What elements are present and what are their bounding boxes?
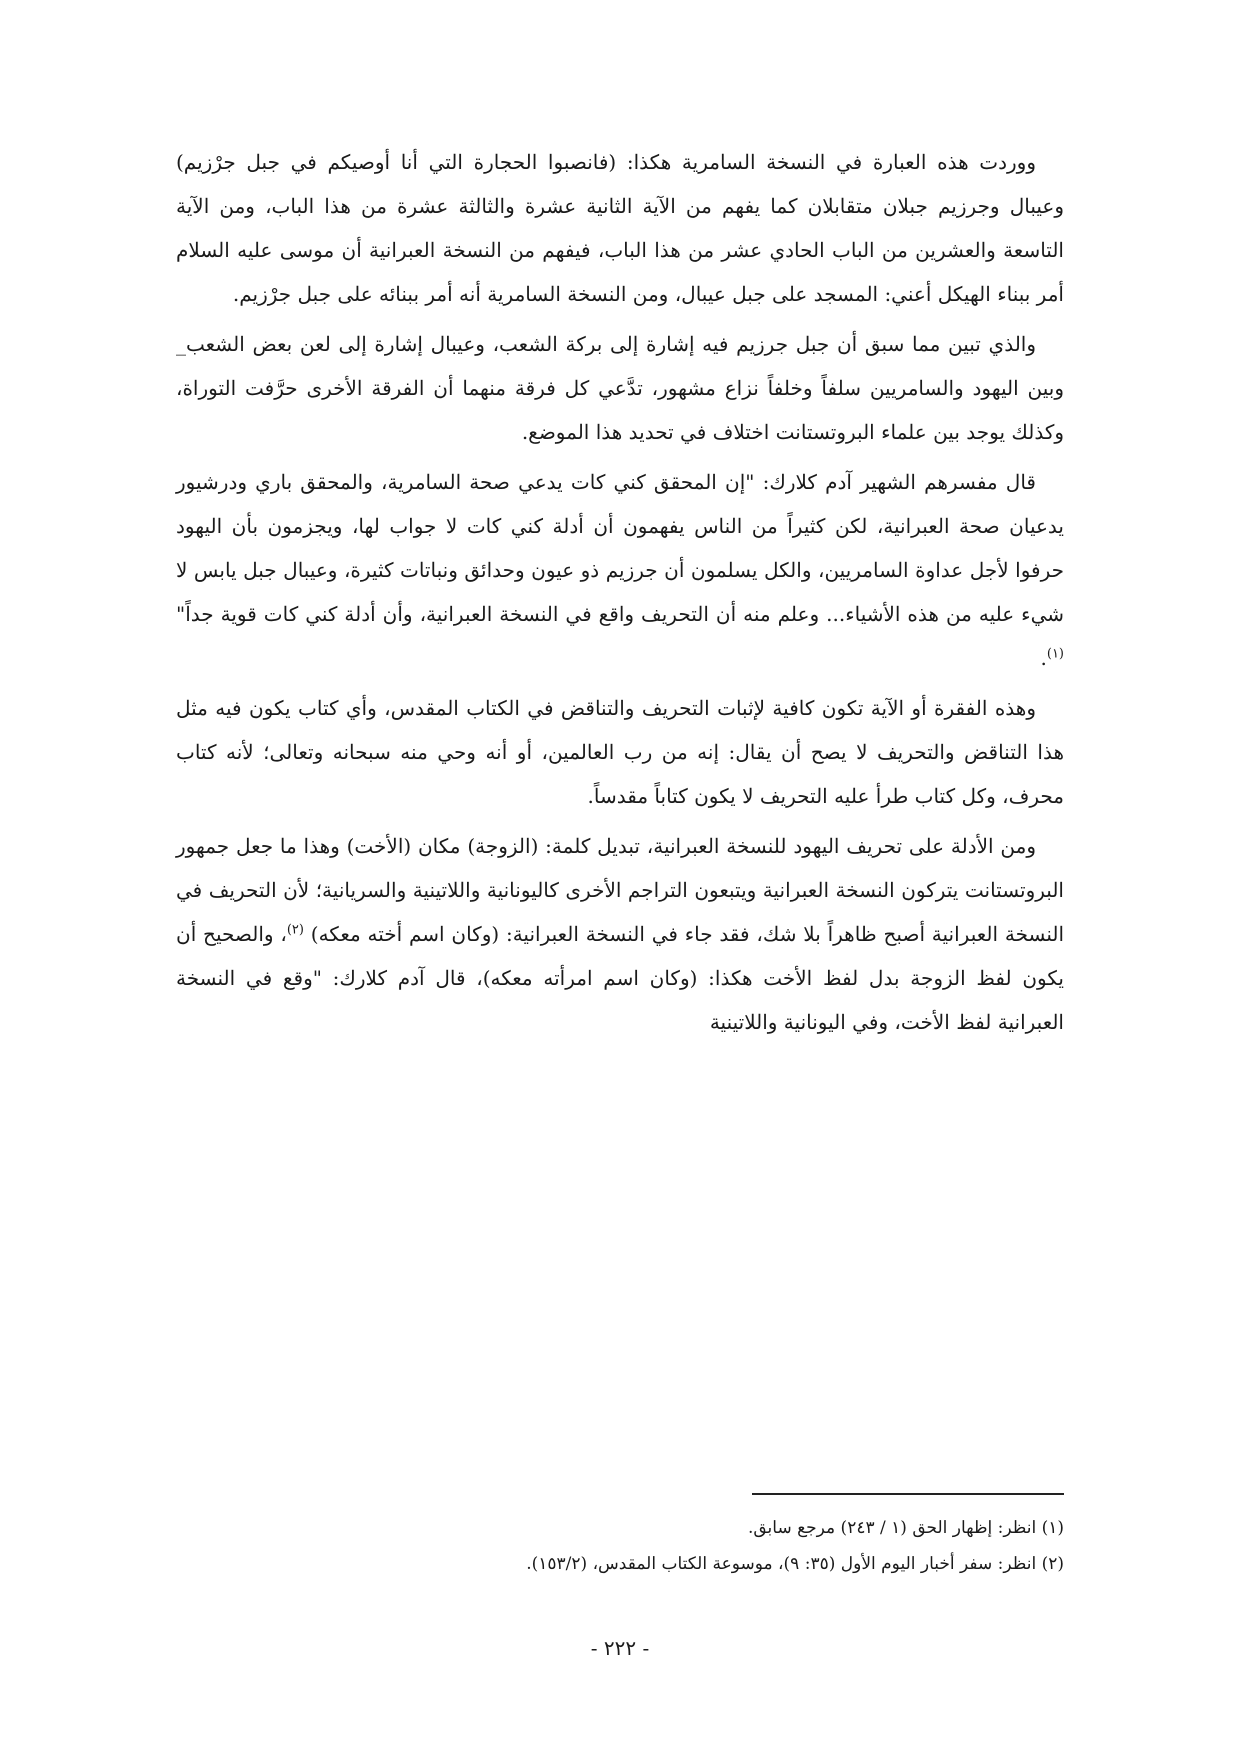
- paragraph-3-text: قال مفسرهم الشهير آدم كلارك: "إن المحقق كني كات يدعي صحة السامرية، والمحقق باري ودرشيور يدعيان صحة العبرانية، لكن كثيراً من الناس يفهمون أن أدلة كني كات لا جواب لها، ويجزمون بأن اليهود حرفوا لأجل عداوة السامريين، والكل يسلمون أن جرزيم ذو عيون وحدائق ونباتات كثيرة، وعيبال جبل يابس لا شيء عليه من هذه الأشياء... وعلم منه أن التحريف واقع في النسخة العبرانية، وأن أدلة كني كات قوية جداً": [176, 470, 1064, 626]
- footnote-1: (١) انظر: إظهار الحق (١ / ٢٤٣) مرجع سابق.: [747, 1518, 1064, 1538]
- paragraph-4: وهذه الفقرة أو الآية تكون كافية لإثبات التحريف والتناقض في الكتاب المقدس، وأي كتاب يكون فيه مثل هذا التناقض والتحريف لا يصح أن يقال: إنه من رب العالمين، أو أنه وحي منه سبحانه وتعالى؛ لأنه كتاب محرف، وكل كتاب طرأ عليه التحريف لا يكون كتاباً مقدساً.: [176, 696, 1064, 808]
- body-text: [176, 140, 1064, 1050]
- footnote-ref-2[interactable]: (٢): [286, 922, 304, 938]
- footnote-2: (٢) انظر: سفر أخبار اليوم الأول (٣٥: ٩)، موسوعة الكتاب المقدس، (١٥٣/٢).: [526, 1554, 1064, 1574]
- footnote-ref-1[interactable]: (١): [1046, 646, 1064, 662]
- footnote-separator: [752, 1493, 1064, 1495]
- paragraph-1: ووردت هذه العبارة في النسخة السامرية هكذا: (فانصبوا الحجارة التي أنا أوصيكم في جبل جرْزيم) وعيبال وجرزيم جبلان متقابلان كما يفهم من الآية الثانية عشرة والثالثة عشرة من هذا الباب، ومن الآية التاسعة والعشرين من الباب الحادي عشر من هذا الباب، فيفهم من النسخة العبرانية أن موسى عليه السلام أمر ببناء الهيكل أعني: المسجد على جبل عيبال، ومن النسخة السامرية أنه أمر ببنائه على جبل جرْزيم.: [176, 150, 1064, 306]
- paragraph-5: [176, 824, 1064, 1044]
- paragraph-2: والذي تبين مما سبق أن جبل جرزيم فيه إشارة إلى بركة الشعب، وعيبال إشارة إلى لعن بعض الشعب_ وبين اليهود والسامريين سلفاً وخلفاً نزاع مشهور، تدَّعي كل فرقة منهما أن الفرقة الأخرى حرَّفت التوراة، وكذلك يوجد بين علماء البروتستانت اختلاف في تحديد هذا الموضع.: [176, 332, 1064, 444]
- footnotes: [176, 1510, 1064, 1582]
- paragraph-5-tail: ، والصحيح أن يكون لفظ الزوجة بدل لفظ الأخت هكذا: (وكان اسم امرأته معكه)، قال آدم كلارك: "وقع في النسخة العبرانية لفظ الأخت، وفي اليونانية واللاتينية: [176, 922, 1064, 1034]
- page-number: - ٢٢٢ -: [590, 1636, 650, 1660]
- paragraph-3-tail: .: [1040, 646, 1047, 670]
- paragraph-5-text: ومن الأدلة على تحريف اليهود للنسخة العبرانية، تبديل كلمة: (الزوجة) مكان (الأخت) وهذا ما جعل جمهور البروتستانت يتركون النسخة العبرانية ويتبعون التراجم الأخرى كاليونانية واللاتينية والسريانية؛ لأن التحريف في النسخة العبرانية أصبح ظاهراً بلا شك، فقد جاء في النسخة العبرانية: (وكان اسم أخته معكه): [176, 834, 1065, 946]
- paragraph-3: [176, 460, 1064, 680]
